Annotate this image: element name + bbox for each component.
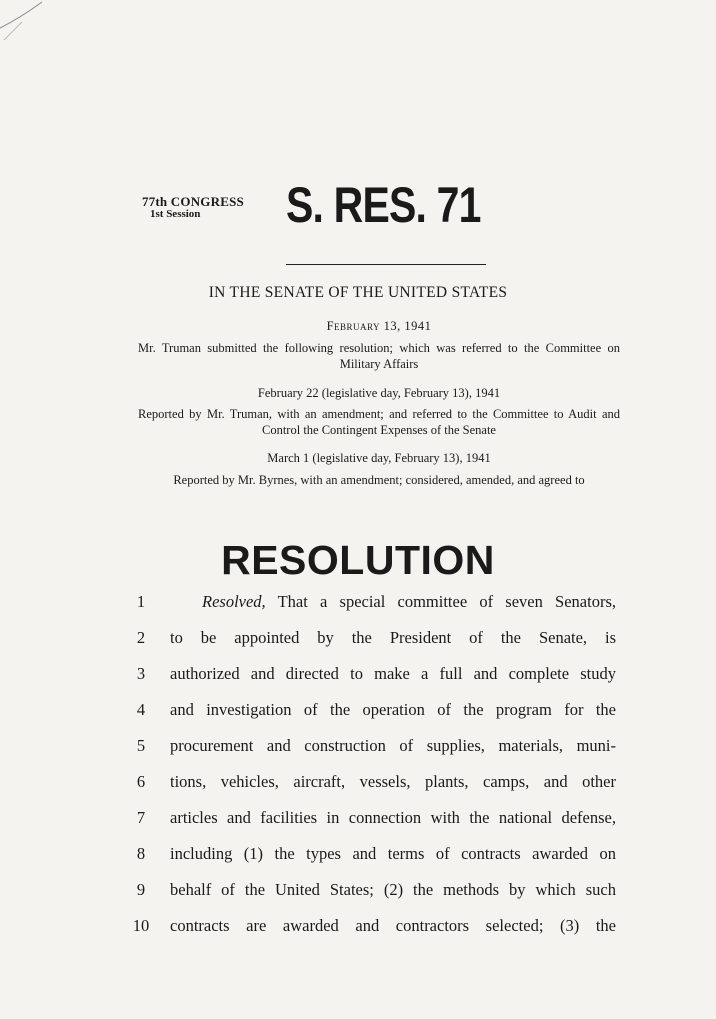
session-label: 1st Session: [150, 207, 201, 220]
history-date-3: March 1 (legislative day, February 13), 1941: [267, 451, 491, 465]
body-line: [0, 700, 716, 722]
body-line: [0, 808, 716, 830]
page-corner-smudge: [0, 0, 60, 50]
line-text: authorized and directed to make a full and complete study: [170, 664, 616, 683]
body-line: [0, 880, 716, 902]
congress-session: [142, 195, 244, 220]
line-number: 2: [136, 628, 146, 647]
line-text: including (1) the types and terms of contracts awarded on: [170, 844, 616, 863]
line-text: contracts are awarded and contractors selected; (3) the: [170, 916, 616, 935]
history-action-2: Reported by Mr. Truman, with an amendment; and referred to the Committee to Audit and Control the Contingent Expenses of the Senate: [138, 407, 620, 437]
history-date-1: February 13, 1941: [326, 319, 432, 333]
line-text: articles and facilities in connection with the national defense,: [170, 808, 616, 827]
line-number: 10: [132, 916, 150, 935]
line-number: 8: [136, 844, 146, 863]
line-number: 4: [136, 700, 146, 719]
body-line: [0, 628, 716, 650]
line-number: 1: [136, 592, 146, 611]
resolution-heading: RESOLUTION: [221, 537, 495, 583]
body-line: [0, 736, 716, 758]
congress-label: 77th CONGRESS: [142, 194, 244, 209]
line-text: procurement and construction of supplies, materials, muni-: [170, 736, 616, 755]
resolution-number: S. RES. 71: [286, 177, 481, 233]
body-line: [0, 664, 716, 686]
line-number: 6: [136, 772, 146, 791]
line-text: Resolved, That a special committee of seven Senators,: [202, 592, 616, 611]
chamber-heading: IN THE SENATE OF THE UNITED STATES: [208, 284, 508, 301]
history-action-1: Mr. Truman submitted the following resolution; which was referred to the Committee on Military Affairs: [138, 341, 620, 371]
history-date-2: February 22 (legislative day, February 13), 1941: [257, 386, 501, 400]
body-line: [0, 844, 716, 866]
line-number: 3: [136, 664, 146, 683]
line-number: 5: [136, 736, 146, 755]
body-line: [0, 592, 716, 614]
history-action-3: Reported by Mr. Byrnes, with an amendment; considered, amended, and agreed to: [173, 473, 585, 487]
line-text: tions, vehicles, aircraft, vessels, plants, camps, and other: [170, 772, 616, 791]
line-number: 9: [136, 880, 146, 899]
line-text: to be appointed by the President of the Senate, is: [170, 628, 616, 647]
line-number: 7: [136, 808, 146, 827]
line-text: and investigation of the operation of the program for the: [170, 700, 616, 719]
body-line: [0, 916, 716, 938]
header-rule: [286, 264, 486, 265]
body-line: [0, 772, 716, 794]
line-text: behalf of the United States; (2) the methods by which such: [170, 880, 616, 899]
